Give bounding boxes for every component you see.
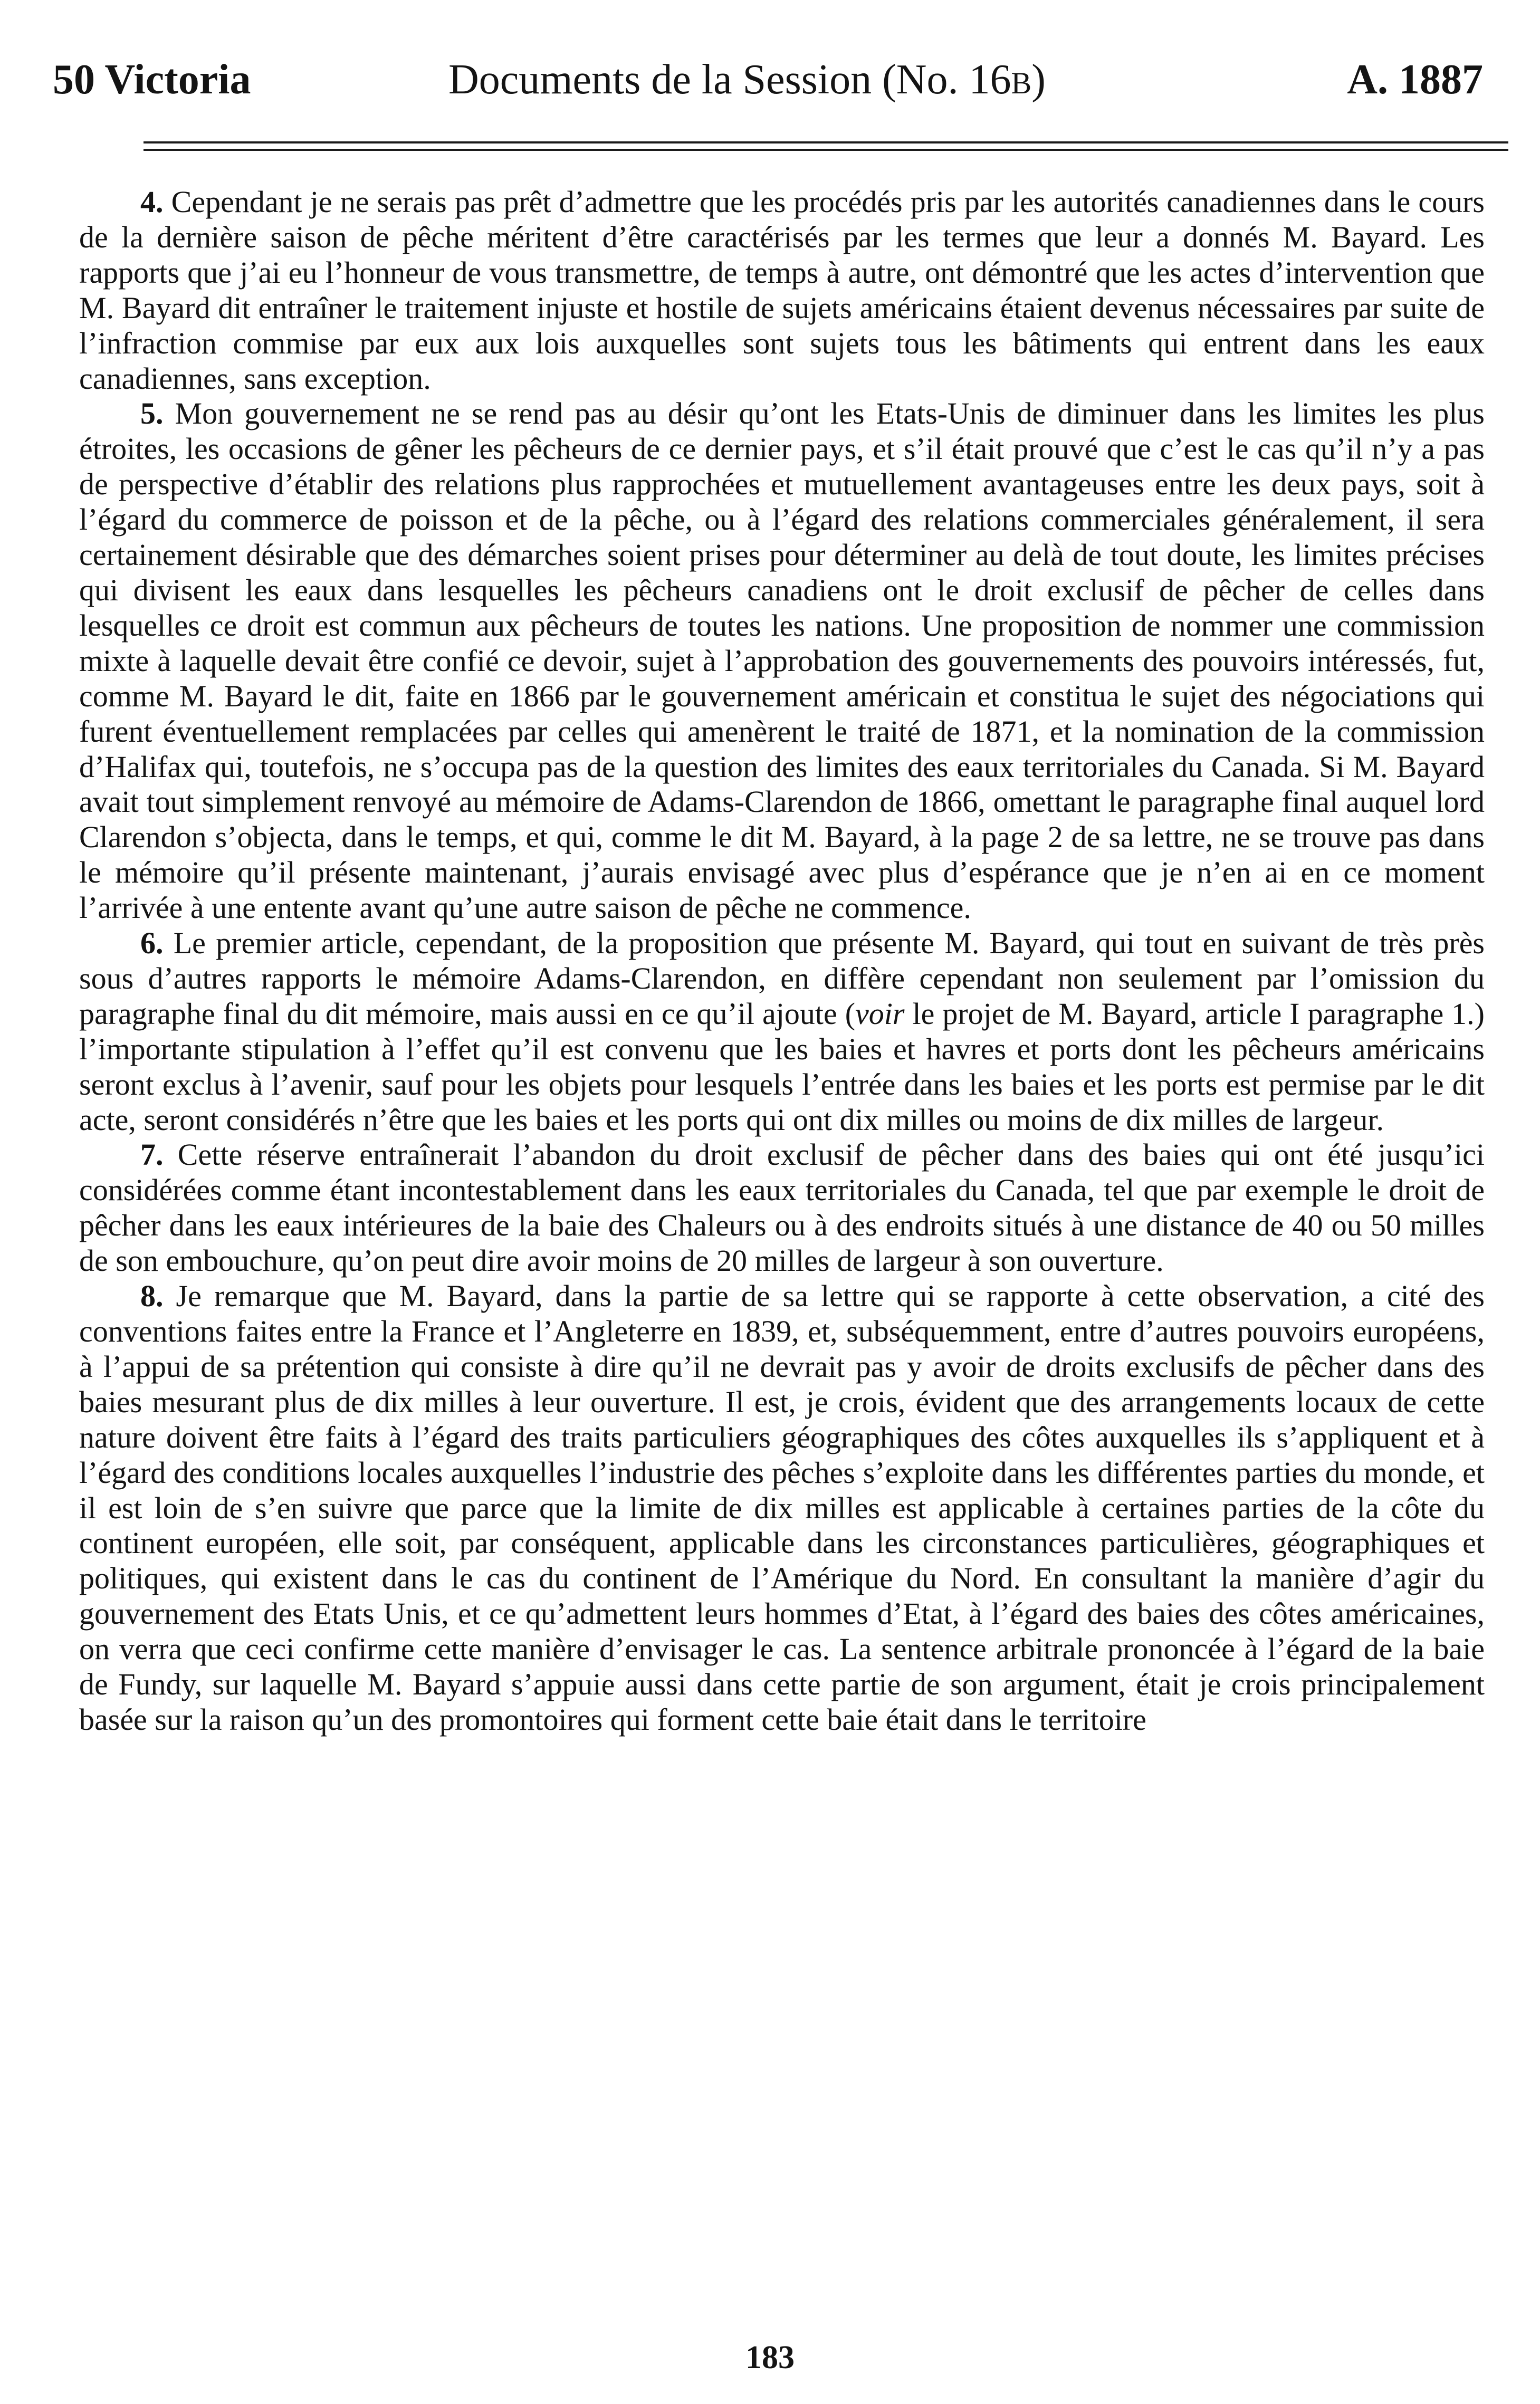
paragraph-number: 5. xyxy=(140,396,164,431)
paragraph-5 xyxy=(79,396,1485,926)
paragraph-text: Cette réserve entraînerait l’abandon du droit exclusif de pêcher dans des baies qui ont été jusqu’ici considérées comme étant incontestablement dans les eaux territoriales du Canada, tel que par exemple le droit de pêcher dans les eaux intérieures de la baie des Chaleurs ou à des endroits situés à une distance de 40 ou 50 milles de son embouchure, qu’on peut dire avoir moins de 20 milles de largeur à son ouverture. xyxy=(79,1137,1485,1278)
paragraph-text-italic: voir xyxy=(855,996,905,1031)
paragraph-number: 8. xyxy=(140,1279,164,1314)
paragraph-text: Cependant je ne serais pas prêt d’admettre que les procédés pris par les autorités canadiennes dans le cours de la dernière saison de pêche méritent d’être caractérisés par les termes que leur a donnés M. Bayard. Les rapports que j’ai eu l’honneur de vous transmettre, de temps à autre, ont démontré que les actes d’intervention que M. Bayard dit entraîner le traitement injuste et hostile de sujets américains étaient devenus nécessaires par suite de l’infraction commise par eux aux lois auxquelles sont sujets tous les bâtiments qui entrent dans les eaux canadiennes, sans exception. xyxy=(79,185,1485,396)
paragraph-number: 4. xyxy=(140,185,164,219)
paragraph-4 xyxy=(79,185,1485,396)
rule-line-bottom xyxy=(144,149,1508,151)
paragraph-text-after: le projet de M. Bayard, article I paragraphe 1.) l’importante stipulation à l’effet qu’il est convenu que les baies et havres et ports dont les pêcheurs américains seront exclus à l’avenir, sauf pour les objets pour lesquels l’entrée dans les baies et les ports est permise par le dit acte, seront considérés n’être que les baies et les ports qui ont dix milles ou moins de dix milles de largeur. xyxy=(79,996,1485,1137)
header-double-rule xyxy=(144,141,1508,151)
header-year: A. 1887 xyxy=(1347,56,1483,103)
header-document-title xyxy=(448,51,1046,112)
header-session-year: 50 Victoria xyxy=(53,56,251,103)
paragraph-text: Mon gouvernement ne se rend pas au désir qu’ont les Etats-Unis de diminuer dans les limites les plus étroites, les occasions de gêner les pêcheurs de ce dernier pays, et s’il était prouvé que c’est le cas qu’il n’y a pas de perspective d’établir des relations plus rapprochées et mutuellement avantageuses entre les deux pays, soit à l’égard du commerce de poisson et de la pêche, ou à l’égard des relations commerciales généralement, il sera certainement désirable que des démarches soient prises pour déterminer au delà de tout doute, les limites précises qui divisent les eaux dans lesquelles les pêcheurs canadiens ont le droit exclusif de pêcher de celles dans lesquelles ce droit est commun aux pêcheurs de toutes les nations. Une proposition de nommer une commission mixte à laquelle devait être confié ce devoir, sujet à l’approbation des gouvernements des pouvoirs intéressés, fut, comme M. Bayard le dit, faite en 1866 par le gouvernement américain et constitua le sujet des négociations qui furent éventuellement remplacées par celles qui amenèrent le traité de 1871, et la nomination de la commission d’Halifax qui, toutefois, ne s’occupa pas de la question des limites des eaux territoriales du Canada. Si M. Bayard avait tout simplement renvoyé au mémoire de Adams-Clarendon de 1866, omettant le paragraphe final auquel lord Clarendon s’objecta, dans le temps, et qui, comme le dit M. Bayard, à la page 2 de sa lettre, ne se trouve pas dans le mémoire qu’il présente maintenant, j’aurais envisagé avec plus d’espérance que je n’en ai en ce moment l’arrivée à une entente avant qu’une autre saison de pêche ne commence. xyxy=(79,396,1485,925)
paragraph-6 xyxy=(79,926,1485,1137)
paragraph-8 xyxy=(79,1279,1485,1738)
paragraph-text-before: Le premier article, cependant, de la proposition que présente M. Bayard, qui tout en suivant de très près sous d’autres rapports le mémoire Adams-Clarendon, en diffère cependant non seulement par l’omission du paragraphe final du dit mémoire, mais aussi en ce qu’il ajoute ( xyxy=(79,926,1485,1031)
header-document-number: 16 xyxy=(969,56,1011,103)
body-text xyxy=(79,185,1485,1738)
paragraph-7 xyxy=(79,1137,1485,1279)
header-title-close: ) xyxy=(1031,56,1046,103)
rule-line-top xyxy=(144,141,1508,143)
header-document-suffix: B xyxy=(1011,66,1032,100)
paragraph-text: Je remarque que M. Bayard, dans la partie de sa lettre qui se rapporte à cette observation, a cité des conventions faites entre la France et l’Angleterre en 1839, et, subséquemment, entre d’autres pouvoirs européens, à l’appui de sa prétention qui consiste à dire qu’il ne devrait pas y avoir de droits exclusifs de pêcher dans des baies mesurant plus de dix milles à leur ouverture. Il est, je crois, évident que des arrangements locaux de cette nature doivent être faits à l’égard des traits particuliers géographiques des côtes auxquelles ils s’appliquent et à l’égard des conditions locales auxquelles l’industrie des pêches s’exploite dans les différentes parties du monde, et il est loin de s’en suivre que parce que la limite de dix milles est applicable à certaines parties de la côte du continent européen, elle soit, par conséquent, applicable dans les circonstances particulières, géographiques et politiques, qui existent dans le cas du continent de l’Amérique du Nord. En consultant la manière d’agir du gouvernement des Etats Unis, et ce qu’admettent leurs hommes d’Etat, à l’égard des baies des côtes américaines, on verra que ceci confirme cette manière d’envisager le cas. La sentence arbitrale prononcée à l’égard de la baie de Fundy, sur laquelle M. Bayard s’appuie aussi dans cette partie de son argument, était je crois principalement basée sur la raison qu’un des promontoires qui forment cette baie était dans le territoire xyxy=(79,1279,1485,1737)
header-title-prefix: Documents de la Session (No. xyxy=(448,56,959,103)
page-number: 183 xyxy=(745,2340,795,2376)
paragraph-number: 7. xyxy=(140,1137,164,1172)
paragraph-number: 6. xyxy=(140,926,164,961)
running-header xyxy=(53,51,1487,109)
